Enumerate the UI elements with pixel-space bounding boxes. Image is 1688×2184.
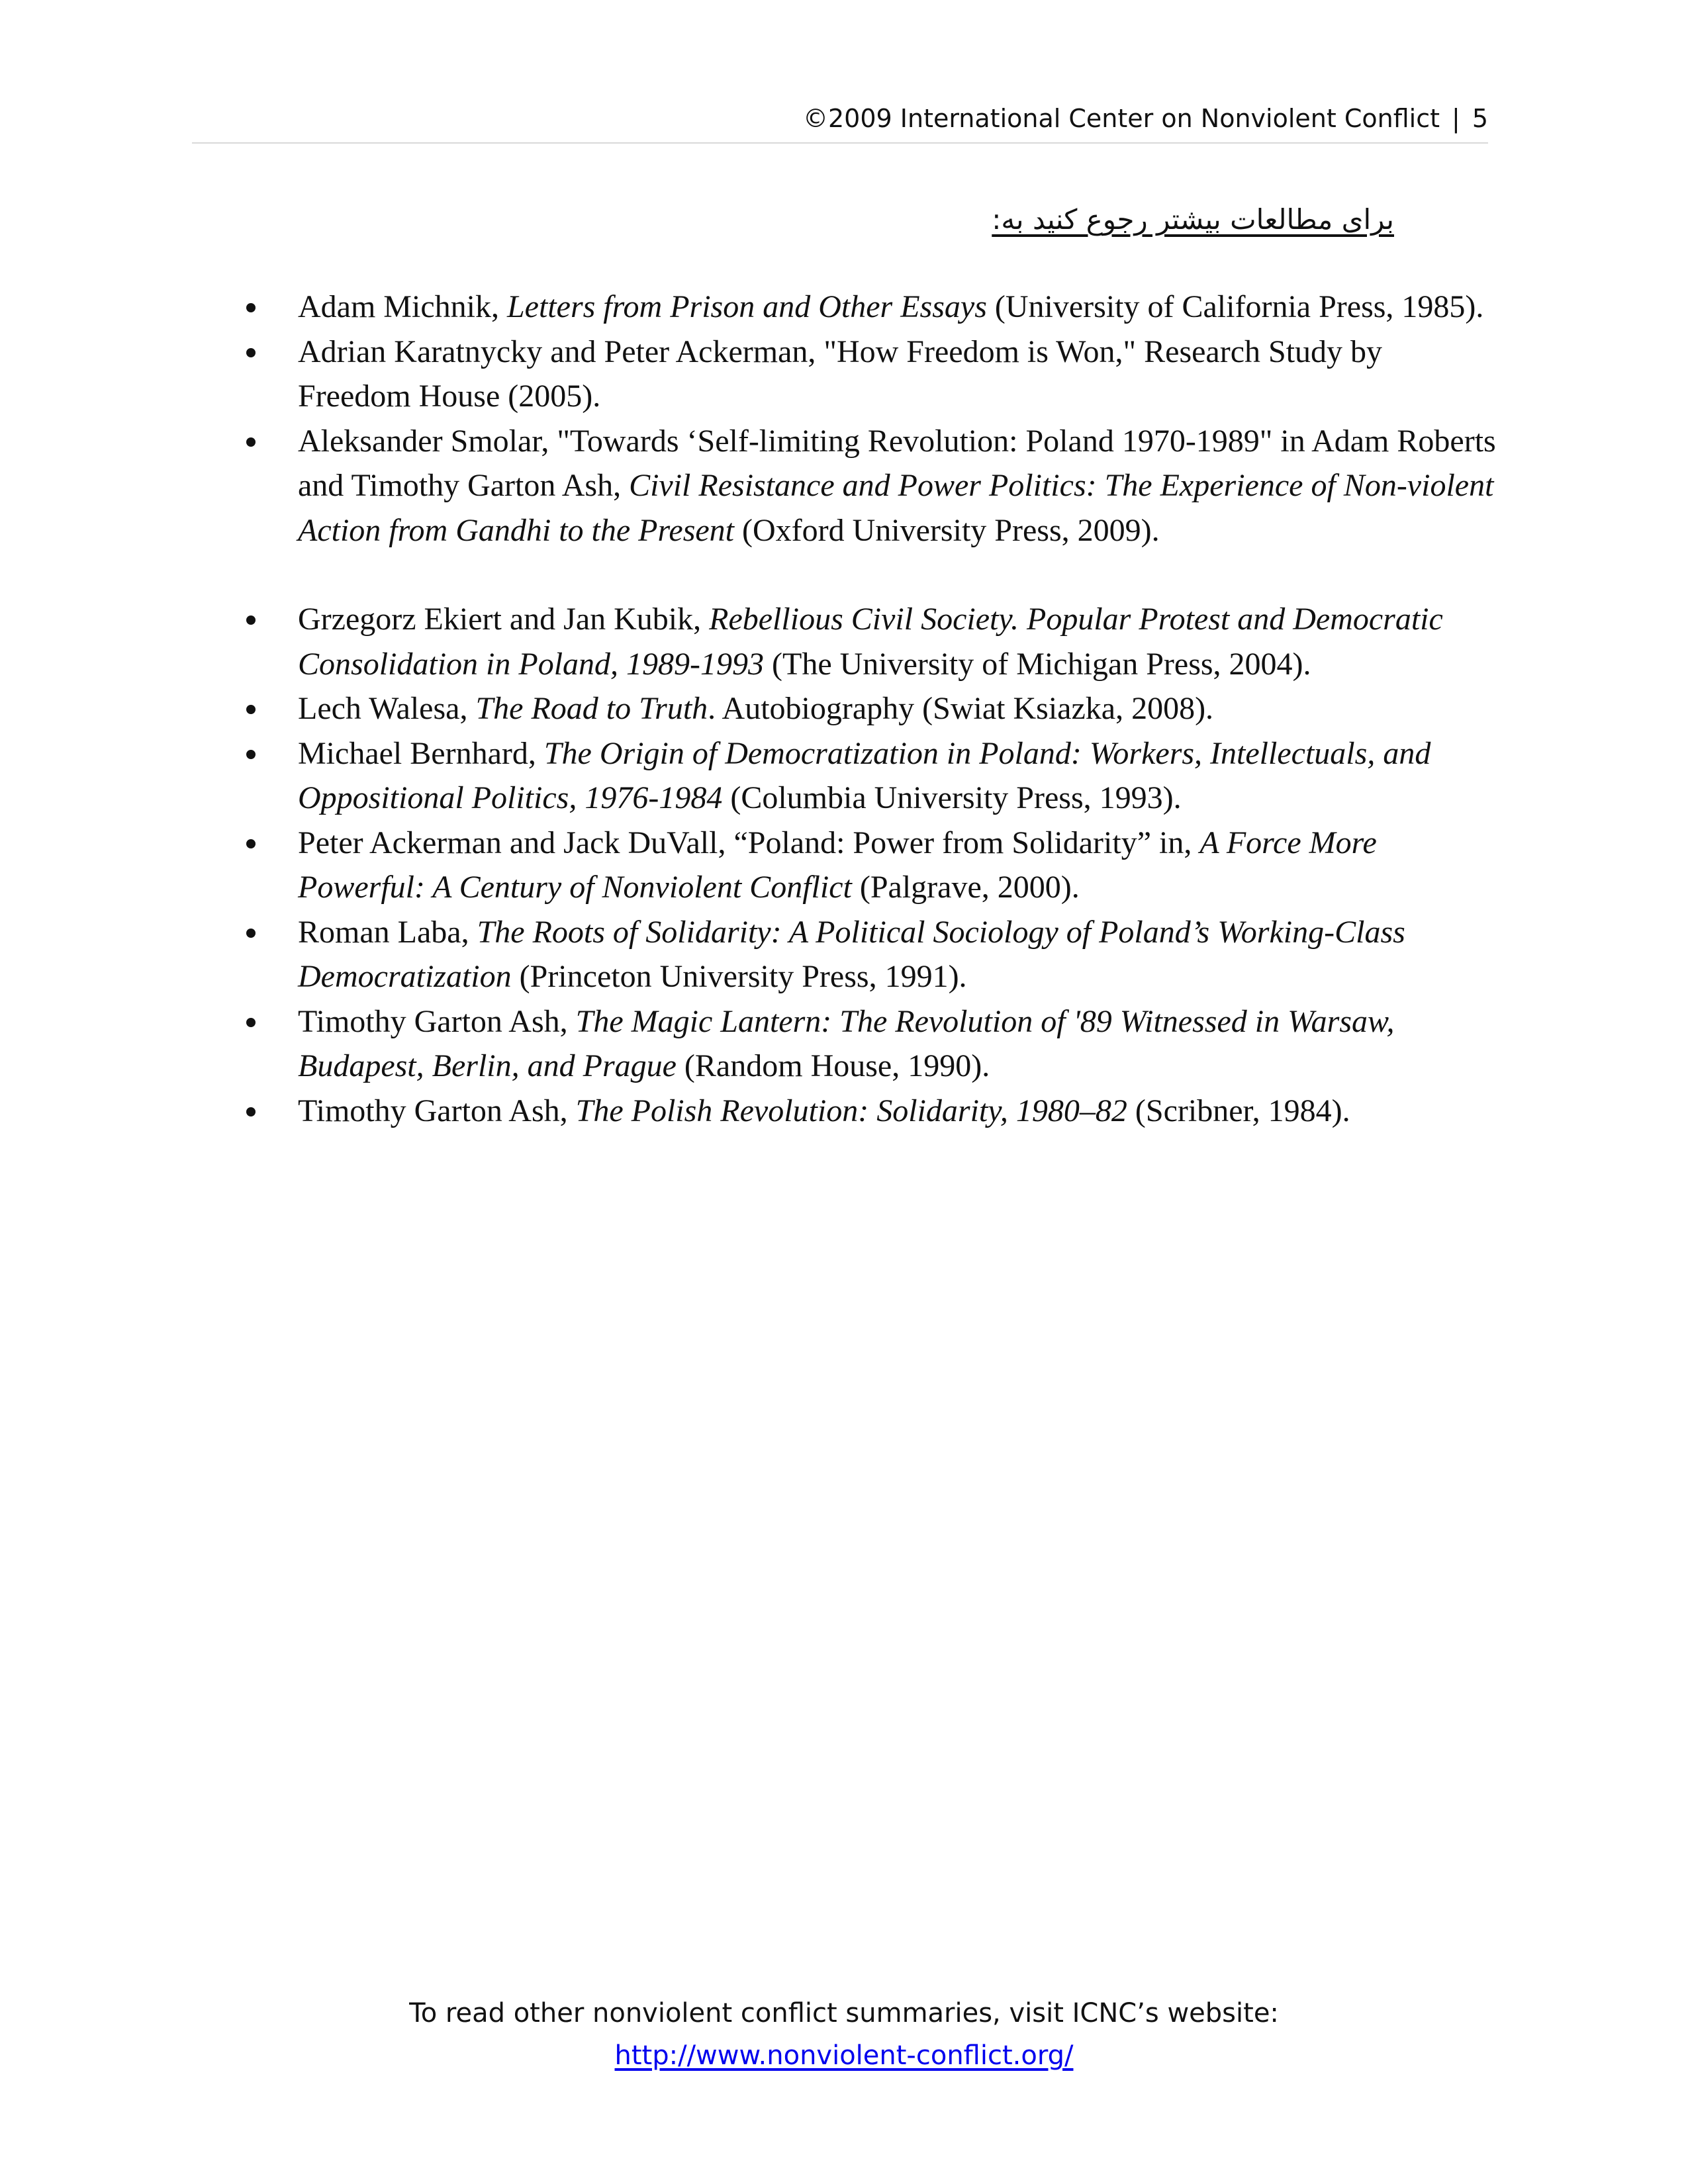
bullet-icon: [246, 1107, 256, 1116]
bullet-icon: [246, 303, 256, 312]
reference-item: Lech Walesa, The Road to Truth. Autobiography (Swiat Ksiazka, 2008).: [238, 686, 1496, 731]
footer-text: To read other nonviolent conflict summaries, visit ICNC’s website:: [409, 1998, 1279, 2028]
reference-item: Adrian Karatnycky and Peter Ackerman, "How Freedom is Won," Research Study by Freedom House (2005).: [238, 330, 1496, 419]
reference-item: Aleksander Smolar, "Towards ‘Self-limiting Revolution: Poland 1970-1989" in Adam Roberts and Timothy Garton Ash, Civil Resistance and Power Politics: The Experience of Non-violent Action from Gandhi to the Present (Oxford University Press, 2009).: [238, 419, 1496, 553]
page-header: [192, 98, 1488, 139]
page-number: 5: [1472, 104, 1488, 133]
reference-item: Michael Bernhard, The Origin of Democratization in Poland: Workers, Intellectuals, and Oppositional Politics, 1976-1984 (Columbia University Press, 1993).: [238, 731, 1496, 821]
header-rule: [192, 142, 1488, 144]
reference-list: [238, 285, 1496, 1133]
bullet-icon: [246, 615, 256, 625]
reference-item: Timothy Garton Ash, The Magic Lantern: The Revolution of '89 Witnessed in Warsaw, Budapest, Berlin, and Prague (Random House, 1990).: [238, 999, 1496, 1089]
page-footer: [0, 1992, 1688, 2077]
reference-item: Adam Michnik, Letters from Prison and Other Essays (University of California Press, 1985).: [238, 285, 1496, 330]
bullet-icon: [246, 437, 256, 447]
reference-item: Roman Laba, The Roots of Solidarity: A Political Sociology of Poland’s Working-Class Democratization (Princeton University Press, 1991).: [238, 910, 1496, 999]
bullet-icon: [246, 839, 256, 848]
header-copyright: ©2009 International Center on Nonviolent Conflict: [803, 104, 1440, 133]
bullet-icon: [246, 348, 256, 357]
bullet-icon: [246, 705, 256, 714]
further-reading-heading: برای مطالعات بیشتر رجوع کنید به:: [992, 203, 1394, 236]
reference-item: Peter Ackerman and Jack DuVall, “Poland: Power from Solidarity” in, A Force More Powerful: A Century of Nonviolent Conflict (Palgrave, 2000).: [238, 821, 1496, 910]
bullet-icon: [246, 929, 256, 938]
header-separator: |: [1452, 104, 1460, 133]
bullet-icon: [246, 1018, 256, 1027]
bullet-icon: [246, 750, 256, 759]
reference-item: Timothy Garton Ash, The Polish Revolution: Solidarity, 1980–82 (Scribner, 1984).: [238, 1089, 1496, 1134]
website-link[interactable]: http://www.nonviolent-conflict.org/: [614, 2040, 1074, 2071]
reference-item: Grzegorz Ekiert and Jan Kubik, Rebellious Civil Society. Popular Protest and Democratic Consolidation in Poland, 1989-1993 (The University of Michigan Press, 2004).: [238, 597, 1496, 686]
